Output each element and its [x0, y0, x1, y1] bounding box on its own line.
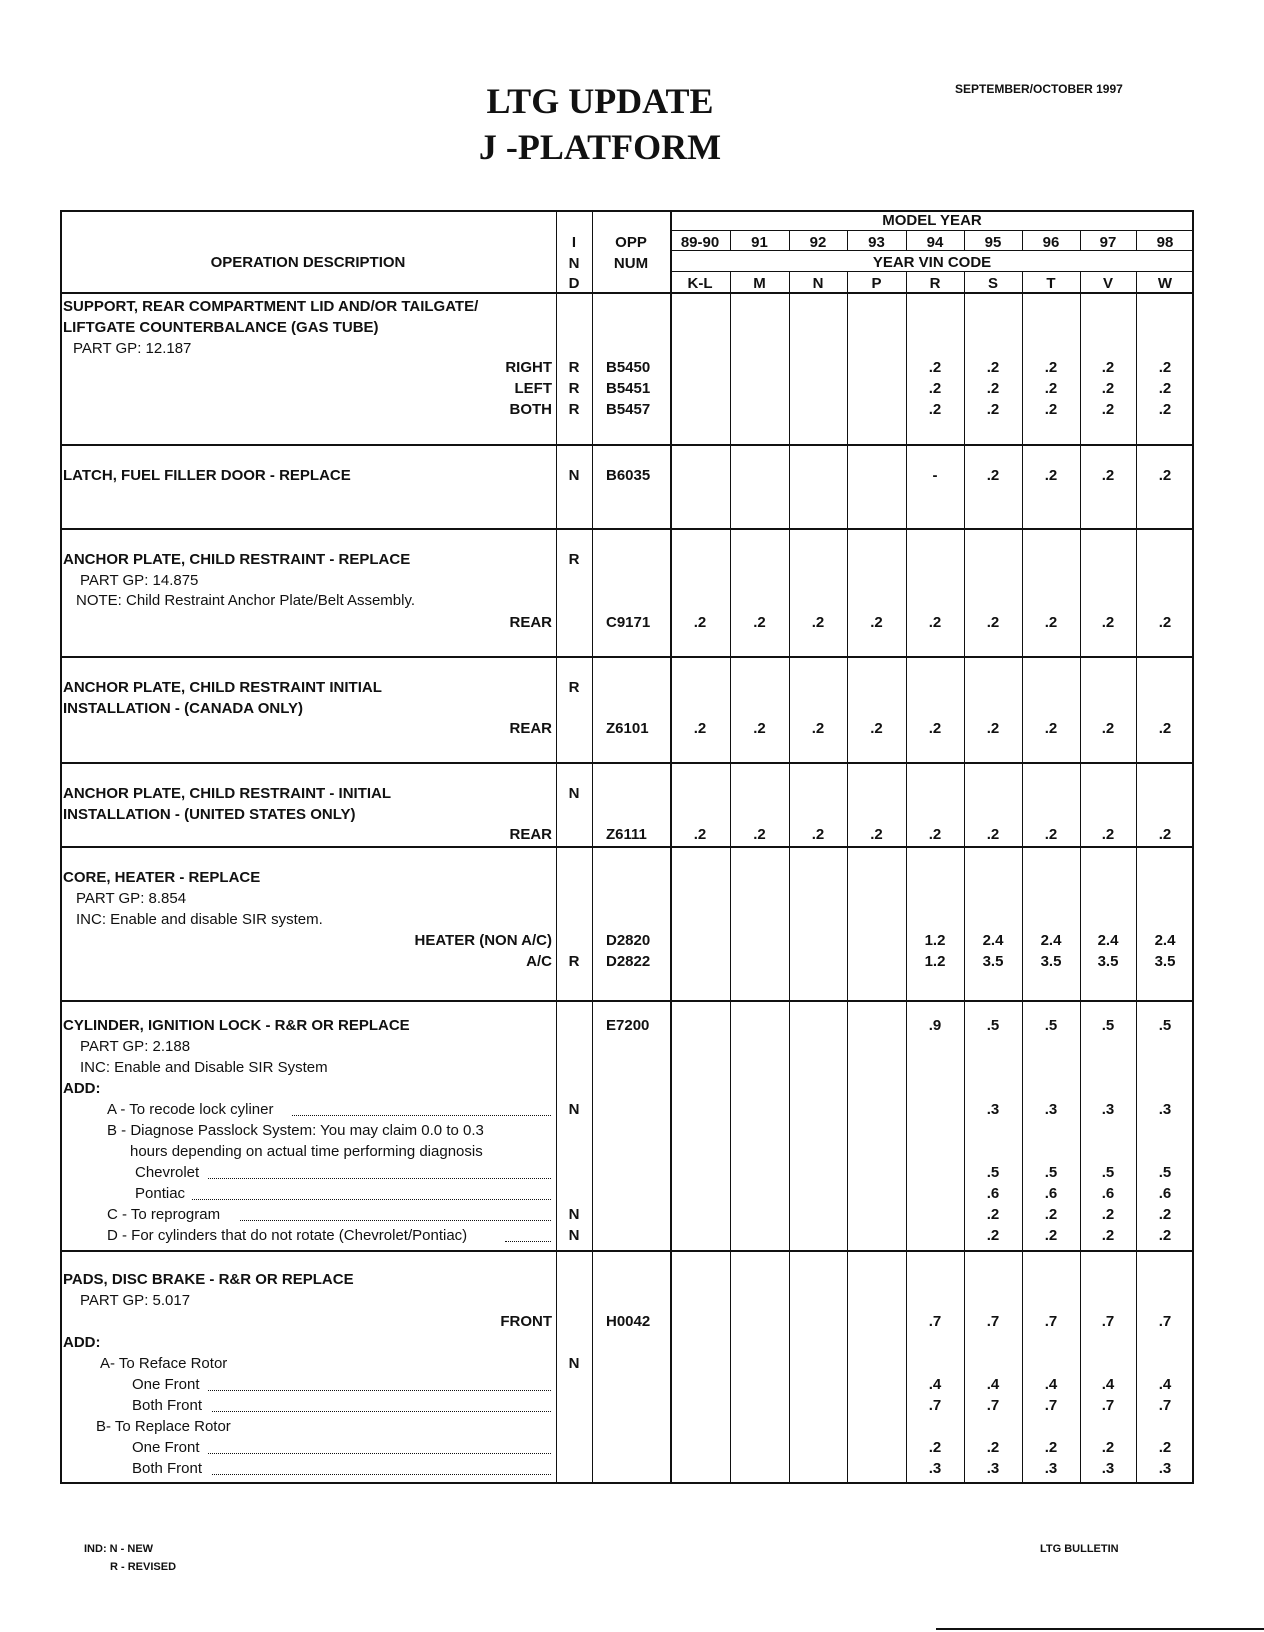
labor-time-value: .2: [1101, 380, 1115, 397]
labor-time-value: .9: [928, 1017, 942, 1034]
pads-part-gp: PART GP: 5.017: [80, 1292, 191, 1309]
header-vin-code: K-L: [687, 275, 713, 292]
labor-time-value: .2: [1044, 380, 1058, 397]
labor-time-value: .6: [1158, 1185, 1172, 1202]
dot-leader: [208, 1390, 551, 1391]
row-opp-num: B6035: [606, 467, 651, 484]
labor-time-value: .2: [811, 720, 825, 737]
labor-time-value: .2: [1044, 614, 1058, 631]
dot-leader: [240, 1220, 551, 1221]
labor-time-value: .2: [928, 614, 942, 631]
section-rule: [60, 1250, 1194, 1252]
labor-time-value: 3.5: [1040, 953, 1062, 970]
section-rule: [60, 656, 1194, 658]
labor-time-value: .7: [1158, 1397, 1172, 1414]
cylinder-pontiac: Pontiac: [135, 1185, 186, 1202]
labor-time-value: .7: [928, 1313, 942, 1330]
header-year: 89-90: [680, 234, 720, 251]
row-label: A/C: [526, 953, 552, 970]
header-num: NUM: [613, 255, 649, 272]
labor-time-value: .2: [1158, 401, 1172, 418]
year-col-divider: [1136, 271, 1137, 1484]
labor-time-value: .5: [1101, 1164, 1115, 1181]
year-col-divider: [1080, 271, 1081, 1484]
labor-time-value: .4: [986, 1376, 1000, 1393]
anchor2-title-line1: ANCHOR PLATE, CHILD RESTRAINT INITIAL: [63, 679, 382, 696]
labor-time-value: .2: [1158, 1227, 1172, 1244]
row-label: REAR: [509, 826, 552, 843]
labor-time-value: .2: [928, 401, 942, 418]
core-inc: INC: Enable and disable SIR system.: [76, 911, 323, 928]
header-operation-description: OPERATION DESCRIPTION: [210, 254, 406, 271]
labor-time-value: .2: [986, 826, 1000, 843]
year-col-divider: [730, 271, 731, 1484]
header-model-year: MODEL YEAR: [882, 212, 982, 229]
labor-time-value: .2: [693, 614, 707, 631]
labor-time-value: .7: [1101, 1313, 1115, 1330]
anchor1-part-gp: PART GP: 14.875: [80, 572, 199, 589]
row-ind: R: [568, 953, 580, 970]
year-col-divider: [906, 271, 907, 1484]
row-opp-num: D2822: [606, 953, 651, 970]
labor-time-value: .3: [1101, 1460, 1115, 1477]
core-title: CORE, HEATER - REPLACE: [63, 869, 261, 886]
row-opp-num: D2820: [606, 932, 651, 949]
dot-leader: [292, 1115, 551, 1116]
cylinder-b-line1: B - Diagnose Passlock System: You may claim 0.0 to 0.3: [107, 1122, 484, 1139]
cylinder-d-text: D - For cylinders that do not rotate (Chevrolet/Pontiac): [107, 1227, 468, 1244]
labor-time-value: .3: [986, 1101, 1000, 1118]
header-vin-code: M: [753, 275, 766, 292]
row-opp-num: C9171: [606, 614, 651, 631]
labor-time-value: .2: [1044, 1227, 1058, 1244]
header-vin-code: S: [987, 275, 998, 292]
dot-leader: [192, 1199, 551, 1200]
labor-time-value: .2: [1101, 826, 1115, 843]
labor-time-value: 3.5: [982, 953, 1004, 970]
labor-time-value: .5: [1044, 1164, 1058, 1181]
pads-title: PADS, DISC BRAKE - R&R OR REPLACE: [63, 1271, 354, 1288]
row-ind: N: [568, 1206, 580, 1223]
labor-time-value: .5: [986, 1164, 1000, 1181]
labor-time-value: .3: [1158, 1460, 1172, 1477]
core-part-gp: PART GP: 8.854: [76, 890, 187, 907]
labor-time-value: 2.4: [982, 932, 1004, 949]
labor-time-value: .2: [986, 359, 1000, 376]
row-ind: R: [568, 359, 580, 376]
row-label: FRONT: [500, 1313, 552, 1330]
labor-time-value: 1.2: [924, 953, 946, 970]
labor-time-value: .5: [1158, 1017, 1172, 1034]
section-rule: [60, 528, 1194, 530]
labor-time-value: .2: [870, 826, 883, 843]
anchor3-title-line1: ANCHOR PLATE, CHILD RESTRAINT - INITIAL: [63, 785, 392, 802]
row-ind: N: [568, 1101, 580, 1118]
labor-time-value: .2: [1158, 1439, 1172, 1456]
labor-time-value: .2: [986, 614, 1000, 631]
anchor3-title-line2: INSTALLATION - (UNITED STATES ONLY): [63, 806, 356, 823]
ind-legend-new: IND: N - NEW: [84, 1543, 154, 1555]
labor-time-value: .6: [1044, 1185, 1058, 1202]
header-ind-i: I: [571, 234, 577, 251]
row-label: HEATER (NON A/C): [414, 932, 552, 949]
pads-a-text: A- To Reface Rotor: [100, 1355, 228, 1372]
cylinder-a-text: A - To recode lock cyliner: [107, 1101, 274, 1118]
anchor1-title: ANCHOR PLATE, CHILD RESTRAINT - REPLACE: [63, 551, 411, 568]
labor-time-value: .2: [1158, 467, 1172, 484]
labor-time-value: .2: [693, 720, 707, 737]
cylinder-title: CYLINDER, IGNITION LOCK - R&R OR REPLACE: [63, 1017, 410, 1034]
header-year-vin-code: YEAR VIN CODE: [872, 254, 992, 271]
labor-time-value: .7: [1101, 1397, 1115, 1414]
labor-time-value: .7: [986, 1313, 1000, 1330]
row-ind: N: [568, 467, 580, 484]
issue-date: SEPTEMBER/OCTOBER 1997: [955, 82, 1123, 96]
labor-time-value: .2: [1158, 720, 1172, 737]
labor-time-value: .2: [1044, 1206, 1058, 1223]
row-opp-num: B5450: [606, 359, 651, 376]
pads-a-both-front: Both Front: [132, 1397, 203, 1414]
row-opp-num: Z6101: [606, 720, 649, 737]
year-col-divider: [964, 271, 965, 1484]
labor-time-value: .3: [986, 1460, 1000, 1477]
labor-time-value: -: [932, 467, 938, 484]
support-title-line2: LIFTGATE COUNTERBALANCE (GAS TUBE): [63, 319, 379, 336]
header-vin-code: T: [1046, 275, 1056, 292]
row-ind: R: [568, 380, 580, 397]
page-subtitle: J -PLATFORM: [478, 127, 722, 167]
row-label: REAR: [509, 720, 552, 737]
header-vin-code: R: [929, 275, 941, 292]
labor-time-value: .4: [1101, 1376, 1115, 1393]
labor-time-value: .2: [753, 826, 766, 843]
dot-leader: [212, 1474, 551, 1475]
row-ind: R: [568, 401, 580, 418]
pads-b-one-front: One Front: [132, 1439, 200, 1456]
bulletin-label: LTG BULLETIN: [1040, 1543, 1119, 1555]
labor-time-value: .2: [1101, 720, 1115, 737]
labor-time-value: .6: [986, 1185, 1000, 1202]
header-year: 91: [751, 234, 768, 251]
labor-time-value: .5: [1158, 1164, 1172, 1181]
section-rule: [60, 762, 1194, 764]
labor-time-value: .2: [753, 720, 766, 737]
cylinder-inc: INC: Enable and Disable SIR System: [80, 1059, 328, 1076]
anchor2-title-line2: INSTALLATION - (CANADA ONLY): [63, 700, 303, 717]
labor-time-value: .2: [1158, 614, 1172, 631]
cylinder-c-text: C - To reprogram: [107, 1206, 221, 1223]
labor-time-value: .2: [1044, 826, 1058, 843]
header-rule: [670, 230, 1194, 231]
labor-time-value: .2: [986, 401, 1000, 418]
header-year: 96: [1042, 234, 1060, 251]
row-label: REAR: [509, 614, 552, 631]
row-opp-num: B5457: [606, 401, 651, 418]
labor-time-value: .2: [986, 1206, 1000, 1223]
labor-time-value: .2: [928, 720, 942, 737]
labor-time-value: .3: [1044, 1101, 1058, 1118]
dot-leader: [208, 1453, 551, 1454]
support-title-line1: SUPPORT, REAR COMPARTMENT LID AND/OR TAILGATE/: [63, 298, 479, 315]
support-part-gp: PART GP: 12.187: [73, 340, 192, 357]
labor-time-value: 2.4: [1040, 932, 1062, 949]
row-label: BOTH: [509, 401, 552, 418]
header-year: 95: [984, 234, 1002, 251]
header-ind-n: N: [568, 255, 580, 272]
row-opp-num: E7200: [606, 1017, 650, 1034]
labor-time-value: .2: [928, 826, 942, 843]
labor-time-value: .2: [986, 720, 1000, 737]
labor-time-value: .2: [928, 380, 942, 397]
labor-time-value: .3: [1101, 1101, 1115, 1118]
labor-time-value: 2.4: [1154, 932, 1176, 949]
labor-time-value: .3: [1044, 1460, 1058, 1477]
ind-legend-revised: R - REVISED: [110, 1561, 177, 1573]
labor-time-value: .2: [1044, 720, 1058, 737]
labor-time-value: .5: [1044, 1017, 1058, 1034]
labor-time-value: .2: [928, 1439, 942, 1456]
row-opp-num: Z6111: [606, 826, 647, 843]
labor-time-value: .2: [1101, 1206, 1115, 1223]
labor-time-value: .5: [986, 1017, 1000, 1034]
labor-time-value: .2: [986, 467, 1000, 484]
labor-time-value: .2: [811, 614, 825, 631]
header-year: 92: [809, 234, 827, 251]
labor-time-value: .2: [1158, 359, 1172, 376]
anchor1-note: NOTE: Child Restraint Anchor Plate/Belt Assembly.: [76, 592, 416, 609]
labor-time-value: .2: [928, 359, 942, 376]
labor-time-value: .2: [753, 614, 766, 631]
anchor1-ind: R: [568, 551, 580, 568]
pads-add: ADD:: [63, 1334, 101, 1351]
cylinder-b-line2: hours depending on actual time performing diagnosis: [130, 1143, 483, 1160]
year-col-divider: [1022, 271, 1023, 1484]
dot-leader: [505, 1241, 551, 1242]
header-opp: OPP: [615, 234, 647, 251]
header-year: 98: [1156, 234, 1174, 251]
labor-time-value: .2: [1158, 1206, 1172, 1223]
labor-time-value: .2: [986, 1439, 1000, 1456]
year-col-divider: [789, 271, 790, 1484]
labor-time-value: .4: [928, 1376, 942, 1393]
labor-time-value: .2: [1101, 614, 1115, 631]
labor-time-value: .4: [1044, 1376, 1058, 1393]
row-ind: N: [568, 1227, 580, 1244]
labor-time-value: 3.5: [1097, 953, 1119, 970]
labor-time-value: .3: [928, 1460, 942, 1477]
bottom-rule: [936, 1628, 1264, 1630]
labor-time-value: .2: [1101, 467, 1115, 484]
labor-time-value: .2: [1044, 401, 1058, 418]
labor-time-value: .2: [1044, 359, 1058, 376]
row-label: LEFT: [514, 380, 552, 397]
labor-time-value: .7: [1044, 1313, 1058, 1330]
year-col-divider: [847, 271, 848, 1484]
labor-time-value: .2: [870, 720, 883, 737]
section-rule: [60, 846, 1194, 848]
labor-time-value: .7: [928, 1397, 942, 1414]
labor-time-value: .7: [986, 1397, 1000, 1414]
cylinder-add: ADD:: [63, 1080, 101, 1097]
labor-time-value: .6: [1101, 1185, 1115, 1202]
section-rule: [60, 444, 1194, 446]
labor-time-value: .2: [1101, 359, 1115, 376]
labor-time-value: .2: [1158, 380, 1172, 397]
labor-time-value: 1.2: [924, 932, 946, 949]
row-opp-num: H0042: [606, 1313, 651, 1330]
header-vin-code: P: [871, 275, 882, 292]
header-year: 93: [868, 234, 885, 251]
dot-leader: [212, 1411, 551, 1412]
labor-time-value: .2: [1101, 401, 1115, 418]
page-title: LTG UPDATE: [486, 81, 714, 121]
section-rule: [60, 1000, 1194, 1002]
labor-time-value: .2: [1101, 1439, 1115, 1456]
row-opp-num: B5451: [606, 380, 651, 397]
header-year: 94: [926, 234, 944, 251]
header-vin-code: V: [1102, 275, 1113, 292]
header-ind-d: D: [568, 275, 580, 292]
labor-time-value: .5: [1101, 1017, 1115, 1034]
labor-time-value: .2: [870, 614, 883, 631]
labor-time-value: 3.5: [1154, 953, 1176, 970]
pads-b-both-front: Both Front: [132, 1460, 203, 1477]
anchor2-ind: R: [568, 679, 580, 696]
labor-time-value: .2: [811, 826, 825, 843]
header-vin-code: N: [812, 275, 824, 292]
dot-leader: [208, 1178, 551, 1179]
header-vin-code: W: [1157, 275, 1173, 292]
anchor3-ind: N: [568, 785, 580, 802]
header-year: 97: [1099, 234, 1117, 251]
labor-time-value: .3: [1158, 1101, 1172, 1118]
labor-time-value: .2: [1158, 826, 1172, 843]
labor-time-value: .2: [1044, 1439, 1058, 1456]
pads-a-ind: N: [568, 1355, 580, 1372]
labor-time-value: .4: [1158, 1376, 1172, 1393]
labor-time-value: .2: [986, 1227, 1000, 1244]
labor-time-value: .2: [986, 380, 1000, 397]
labor-time-value: .2: [693, 826, 707, 843]
labor-time-value: 2.4: [1097, 932, 1119, 949]
cylinder-chevrolet: Chevrolet: [135, 1164, 200, 1181]
pads-b-text: B- To Replace Rotor: [96, 1418, 231, 1435]
labor-time-value: .7: [1044, 1397, 1058, 1414]
row-label: RIGHT: [505, 359, 552, 376]
pads-a-one-front: One Front: [132, 1376, 200, 1393]
labor-time-value: .7: [1158, 1313, 1172, 1330]
labor-time-value: .2: [1101, 1227, 1115, 1244]
cylinder-part-gp: PART GP: 2.188: [80, 1038, 191, 1055]
latch-title: LATCH, FUEL FILLER DOOR - REPLACE: [63, 467, 351, 484]
labor-time-value: .2: [1044, 467, 1058, 484]
